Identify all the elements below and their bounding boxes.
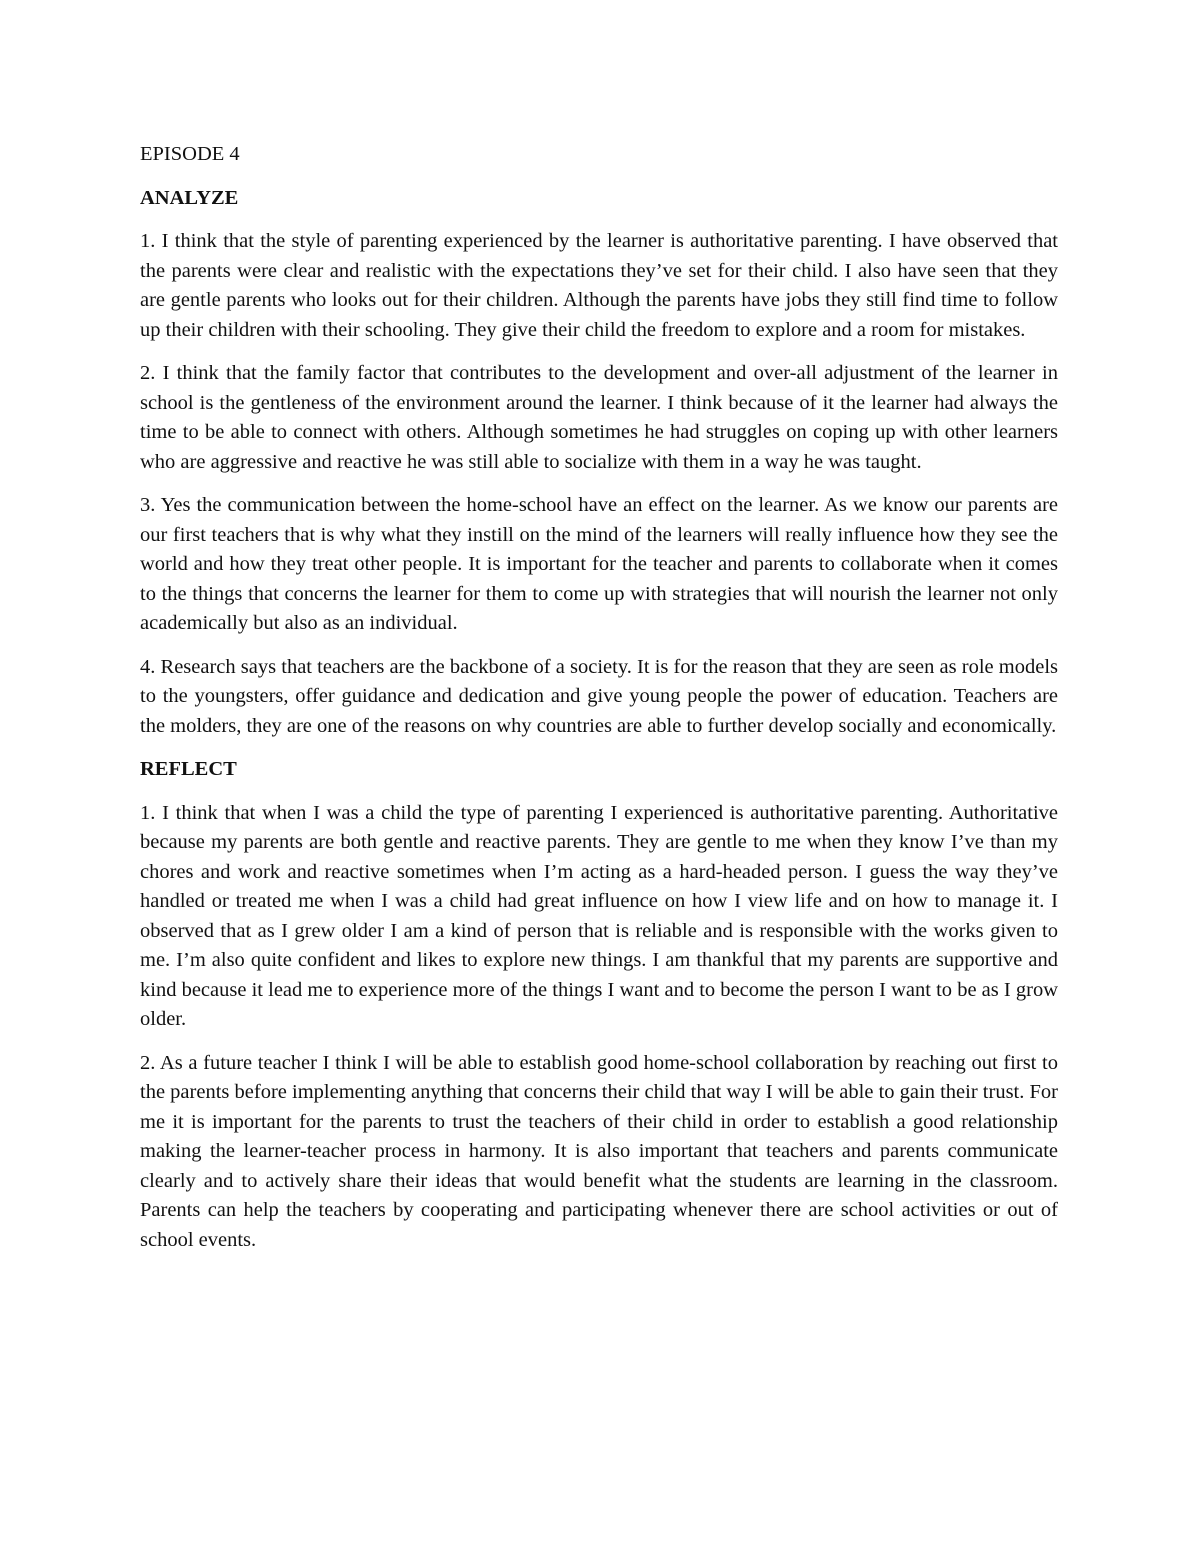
reflect-paragraph-2: 2. As a future teacher I think I will be able to establish good home-school collaboration by reaching out first to the parents before implementing anything that concerns their child that way I will be able to gain their trust. For me it is important for the parents to trust the teachers of their child in order to establish a good relationship making the learner-teacher process in harmony. It is also important that teachers and parents communicate clearly and to actively share their ideas that would benefit what the students are learning in the classroom. Parents can help the teachers by cooperating and participating whenever there are school activities or out of school events.: [140, 1051, 1058, 1251]
analyze-heading: ANALYZE: [140, 186, 239, 209]
reflect-heading: REFLECT: [140, 758, 237, 780]
analyze-paragraph-3: 3. Yes the communication between the home-school have an effect on the learner. As we know our parents are our first teachers that is why what they instill on the mind of the learners will really influence how they see the world and how they treat other people. It is important for the teacher and parents to collaborate when it comes to the things that concerns the learner for them to come up with strategies that will nourish the learner not only academically but also as an individual.: [140, 494, 1058, 634]
analyze-paragraph-1: 1. I think that the style of parenting experienced by the learner is authoritative parenting. I have observed that the parents were clear and realistic with the expectations they’ve set for their child. I also have seen that they are gentle parents who looks out for their children. Although the parents have jobs they still find time to follow up their children with their schooling. They give their child the freedom to explore and a room for mistakes.: [140, 230, 1058, 341]
analyze-paragraph-4: 4. Research says that teachers are the backbone of a society. It is for the reason that they are seen as role models to the youngsters, offer guidance and dedication and give young people the power of education. Teachers are the molders, they are one of the reasons on why countries are able to further develop socially and economically.: [140, 655, 1058, 737]
reflect-paragraph-1: 1. I think that when I was a child the type of parenting I experienced is authoritative parenting. Authoritative because my parents are both gentle and reactive parents. They are gentle to me when they know I’ve than my chores and work and reactive sometimes when I’m acting as a hard-headed person. I guess the way they’ve handled or treated me when I was a child had great influence on how I view life and on how to manage it. I observed that as I grew older I am a kind of person that is reliable and is responsible with the works given to me. I’m also quite confident and likes to explore new things. I am thankful that my parents are supportive and kind because it lead me to experience more of the things I want and to become the person I want to be as I grow older.: [140, 801, 1058, 1030]
document-title: EPISODE 4: [140, 143, 240, 165]
document-page: [140, 140, 1058, 1269]
analyze-paragraph-2: 2. I think that the family factor that contributes to the development and over-all adjustment of the learner in school is the gentleness of the environment around the learner. I think because of it the learner had always the time to be able to connect with others. Although sometimes he had struggles on coping up with other learners who are aggressive and reactive he was still able to socialize with them in a way he was taught.: [140, 362, 1058, 473]
